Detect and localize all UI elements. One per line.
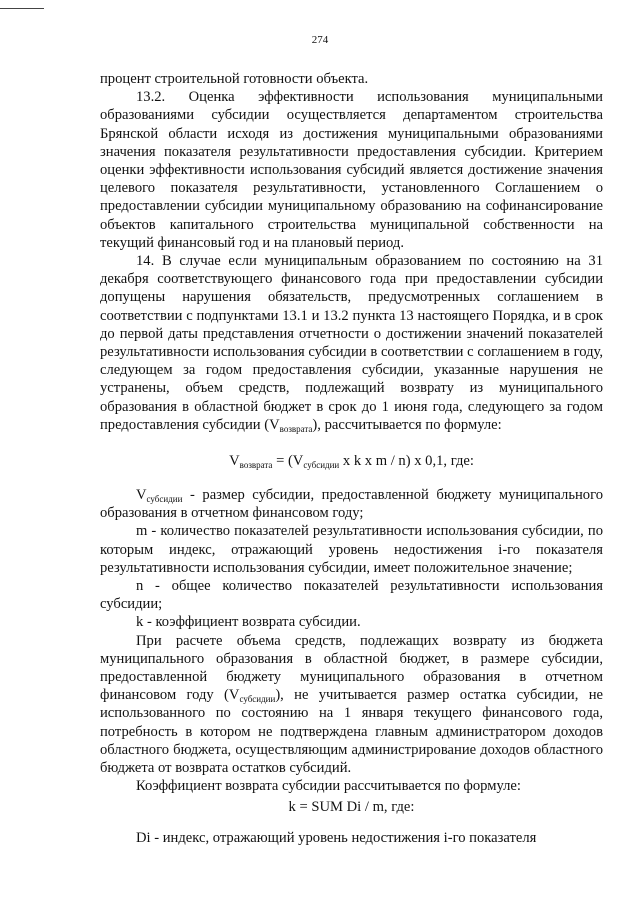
formula1-rhs: x k x m / n) x 0,1, где: [339, 453, 474, 469]
paragraph-14-text-start: 14. В случае если муниципальным образованием по состоянию на 31 декабря соответствующего финансового года при предоставлении субсидии допущены нарушения обязательств, предусмотренных соглашением в соответствии с подпунктами 13.1 и 13.2 пункта 13 настоящего Порядка, и в срок до первой даты представления отчетности о достижении значений показателей результативности использования субсидии в соответствии с соглашением в году, следующем за годом предоставления субсидии, указанные нарушения не устранены, объем средств, подлежащий возврату из муниципального образования в областной бюджет в срок до 1 июня года, следующего за годом предоставления субсидии (V [100, 253, 603, 433]
definition-v-sub: субсидии [146, 494, 183, 504]
definition-n: n - общее количество показателей результативности использования субсидии; [100, 578, 603, 613]
formula1-lhs: V [229, 453, 240, 469]
paragraph-continuation: процент строительной готовности объекта. [100, 71, 369, 87]
paragraph-14-subscript: возврата [279, 423, 313, 434]
formula1-lhs-sub: возврата [239, 460, 273, 470]
body-section-c [100, 829, 603, 847]
paragraph-13-2: 13.2. Оценка эффективности использования муниципальными образованиями субсидии осуществляется департаментом строительства Брянской области исходя из достижения муниципальными образованиями значения показателя результативности предоставления субсидии. Критерием оценки эффективности использования субсидий является достижение значения целевого показателя результативности, установленного Соглашением о предоставлении субсидии муниципальному образованию на софинансирование объектов капитального строительства муниципальной собственности на текущий финансовый год и на плановый период. [100, 89, 603, 251]
calc-note-text-start: При расчете объема средств, подлежащих возврату из бюджета муниципального образования в областной бюджет, в размере субсидии, предоставленной бюджету муниципального образования в отчетном финансовом году (V [100, 632, 603, 704]
definition-v-subsidy [100, 486, 603, 522]
definition-v-var: V [136, 487, 147, 503]
calc-note-subscript: субсидии [239, 694, 276, 705]
definition-k: k - коэффициент возврата субсидии. [136, 614, 361, 631]
page-number: 274 [311, 34, 329, 46]
formula1-mid: = (V [272, 453, 304, 469]
definition-di: Di - индекс, отражающий уровень недостижения i-го показателя [136, 830, 537, 846]
formula2-text: k = SUM Di / m, где: [288, 799, 415, 815]
formula-coefficient [100, 798, 603, 816]
paragraph-coefficient-intro: Коэффициент возврата субсидии рассчитывается по формуле: [136, 778, 521, 795]
top-edge-rule [0, 8, 44, 9]
paragraph-calculation-note [100, 632, 603, 778]
formula-return-volume [100, 452, 603, 470]
calc-note-text-end: ), не учитывается размер остатка субсидии, не использованного по состоянию на 1 января текущего финансового года, потребность в котором не подтверждена главным администратором доходов областного бюджета, осуществляющим администрирование доходов областного бюджета от возврата остатков субсидий. [100, 687, 603, 777]
paragraph-14-text-end: ), рассчитывается по формуле: [312, 416, 502, 433]
definition-v-text: - размер субсидии, предоставленной бюджету муниципального образования в отчетном финансовом году; [100, 487, 603, 522]
definition-m: m - количество показателей результативности использования субсидии, по которым индекс, отражающий уровень недостижения i-го показателя результативности использования субсидии, имеет положительное значение; [100, 523, 603, 576]
formula1-mid-sub: субсидии [303, 460, 340, 470]
body-section-a [100, 70, 603, 434]
paragraph-14 [100, 252, 603, 434]
body-section-b [100, 486, 603, 795]
